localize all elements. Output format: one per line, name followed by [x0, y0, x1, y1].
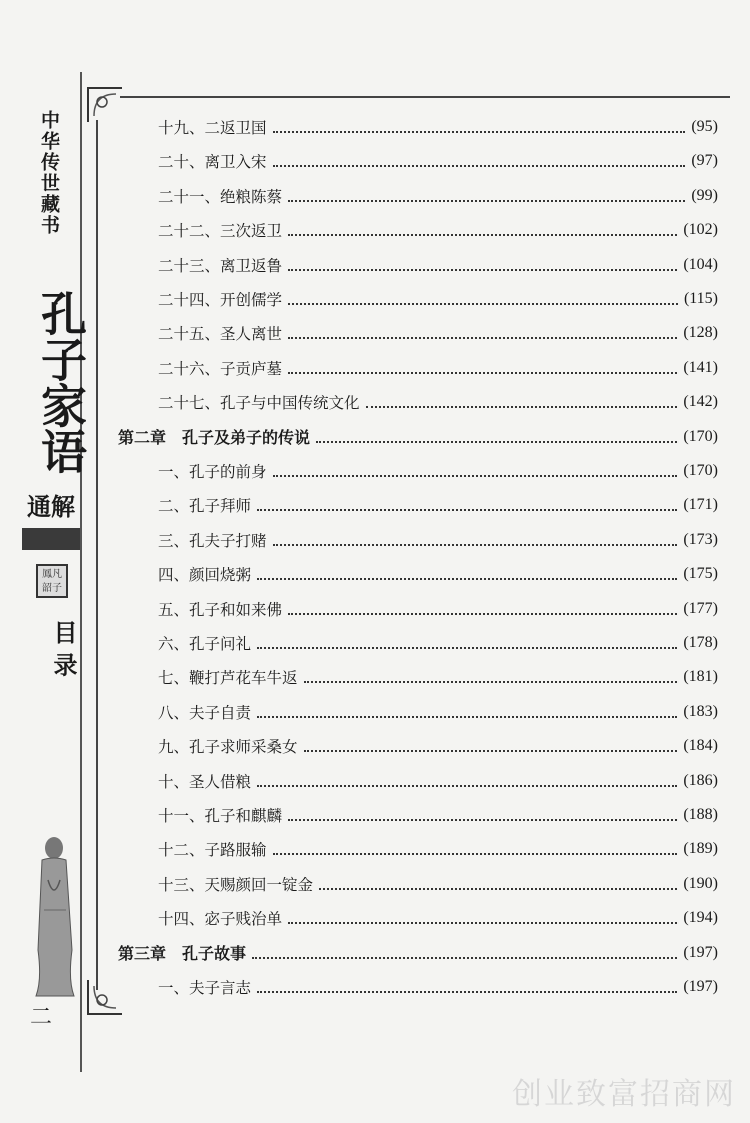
- dot-leader: [257, 647, 677, 649]
- toc-entry-row[interactable]: [158, 697, 718, 727]
- toc-page-number: (141): [683, 358, 718, 376]
- toc-entry-label: 二十一、绝粮陈蔡: [158, 187, 283, 206]
- toc-entry-row[interactable]: [158, 972, 718, 1002]
- toc-page-number: (104): [683, 255, 718, 273]
- toc-entry-row[interactable]: [158, 456, 718, 486]
- toc-entry-row[interactable]: [158, 490, 718, 520]
- dot-leader: [288, 819, 677, 821]
- frame-top-border: [120, 96, 730, 98]
- toc-entry-label: 一、夫子言志: [158, 979, 252, 997]
- page-number: 二: [30, 1005, 53, 1030]
- toc-entry-row[interactable]: [158, 594, 718, 624]
- toc-page-number: (197): [683, 978, 718, 995]
- spine-divider: [22, 528, 80, 550]
- toc-entry-label: 十二、子路服输: [158, 841, 267, 860]
- dot-leader: [257, 785, 677, 787]
- series-title: 中华传世藏书: [38, 110, 60, 236]
- toc-entry-label: 十九、二返卫国: [158, 119, 267, 137]
- toc-page-number: (102): [683, 221, 718, 239]
- book-title: 孔子家语: [34, 290, 88, 474]
- toc-page-number: (178): [683, 634, 718, 651]
- dot-leader: [319, 888, 677, 890]
- toc-entry-label: 二、孔子拜师: [158, 497, 252, 516]
- toc-page-number: (189): [683, 840, 718, 858]
- toc-entry-label: 二十四、开创儒学: [158, 291, 283, 309]
- toc-page-number: (142): [683, 393, 718, 411]
- toc-entry-row[interactable]: [158, 525, 718, 555]
- dot-leader: [257, 509, 677, 511]
- dot-leader: [288, 922, 677, 924]
- toc-page-number: (186): [683, 771, 718, 789]
- toc-entry-row[interactable]: [158, 903, 718, 933]
- toc-page-number: (183): [683, 702, 718, 720]
- toc-page-number: (115): [683, 290, 718, 307]
- toc-entry-label: 二十六、子贡庐墓: [158, 359, 283, 378]
- toc-page-number: (184): [683, 737, 718, 755]
- toc-page-number: (95): [691, 118, 718, 135]
- toc-page-number: (171): [683, 496, 718, 514]
- section-label: 目 录: [49, 620, 78, 677]
- toc-entry-label: 七、鞭打芦花车牛返: [158, 669, 298, 688]
- toc-entry-row[interactable]: [158, 318, 718, 348]
- toc-entry-label: 四、颜回烧粥: [158, 566, 252, 585]
- toc-entry-label: 第三章 孔子故事: [118, 944, 247, 964]
- watermark: 创业致富招商网: [512, 1077, 736, 1112]
- toc-page-number: (194): [683, 909, 718, 927]
- toc-entry-row[interactable]: [158, 181, 718, 211]
- book-subtitle: 通解: [27, 492, 75, 521]
- dot-leader: [304, 750, 678, 752]
- toc-page-number: (177): [683, 599, 718, 617]
- toc-entry-row[interactable]: [158, 215, 718, 245]
- toc-entry-row[interactable]: [158, 731, 718, 761]
- toc-entry-row[interactable]: [158, 628, 718, 658]
- toc-page-number: (173): [683, 530, 718, 548]
- toc-entry-row[interactable]: [158, 387, 718, 417]
- dot-leader: [288, 613, 677, 615]
- dot-leader: [257, 716, 677, 718]
- toc-entry-row[interactable]: [158, 353, 718, 383]
- toc-entry-row[interactable]: [158, 284, 718, 314]
- dot-leader: [273, 475, 678, 477]
- dot-leader: [273, 165, 686, 167]
- toc-page-number: (190): [683, 874, 718, 892]
- frame-left-border: [96, 120, 98, 990]
- dot-leader: [288, 234, 677, 236]
- toc-entry-label: 九、孔子求师采桑女: [158, 738, 298, 757]
- toc-entry-row[interactable]: [158, 250, 718, 280]
- dot-leader: [273, 544, 678, 546]
- toc-page-number: (99): [691, 186, 718, 204]
- dot-leader: [288, 200, 685, 202]
- toc-entry-row[interactable]: [158, 559, 718, 589]
- toc-entry-label: 二十二、三次返卫: [158, 222, 283, 241]
- confucius-figure-icon: [30, 830, 80, 1000]
- seal-stamp: 鳳凡 韶子: [36, 564, 68, 598]
- dot-leader: [288, 303, 678, 305]
- dot-leader: [252, 957, 677, 959]
- dot-leader: [273, 131, 686, 133]
- toc-entry-label: 二十七、孔子与中国传统文化: [158, 394, 360, 413]
- toc-page-number: (97): [691, 152, 718, 170]
- dot-leader: [273, 853, 678, 855]
- toc-entry-label: 二十三、离卫返鲁: [158, 256, 283, 275]
- toc-entry-label: 十四、宓子贱治单: [158, 910, 283, 929]
- dot-leader: [304, 681, 678, 683]
- corner-ornament-icon: [84, 978, 124, 1018]
- toc-entry-label: 二十五、圣人离世: [158, 325, 283, 344]
- toc-page-number: (170): [683, 462, 718, 479]
- toc-entry-row[interactable]: [158, 662, 718, 692]
- dot-leader: [316, 441, 677, 443]
- toc-entry-label: 十、圣人借粮: [158, 772, 252, 791]
- toc-entry-label: 六、孔子问礼: [158, 635, 252, 653]
- toc-entry-row[interactable]: [158, 834, 718, 864]
- toc-page-number: (170): [683, 427, 718, 445]
- toc-entry-row[interactable]: [158, 869, 718, 899]
- toc-entry-label: 二十、离卫入宋: [158, 153, 267, 172]
- toc-chapter-row[interactable]: [118, 422, 718, 452]
- toc-entry-label: 五、孔子和如来佛: [158, 600, 283, 619]
- toc-page-number: (128): [683, 324, 718, 342]
- toc-page-number: (181): [683, 668, 718, 686]
- toc-entry-label: 十一、孔子和麒麟: [158, 807, 283, 825]
- toc-entry-label: 八、夫子自责: [158, 703, 252, 722]
- toc-entry-row[interactable]: [158, 800, 718, 830]
- dot-leader: [288, 372, 677, 374]
- toc-page-number: (175): [683, 565, 718, 583]
- toc-entry-label: 十三、天赐颜回一锭金: [158, 875, 314, 894]
- toc-page-number: (197): [683, 943, 718, 961]
- toc-chapter-row[interactable]: [118, 938, 718, 968]
- dot-leader: [288, 337, 677, 339]
- corner-ornament-icon: [84, 84, 124, 124]
- toc-page-number: (188): [683, 806, 718, 823]
- toc-entry-label: 三、孔夫子打赌: [158, 531, 267, 550]
- dot-leader: [257, 578, 677, 580]
- dot-leader: [288, 269, 677, 271]
- toc-entry-row[interactable]: [158, 112, 718, 142]
- toc-entry-label: 一、孔子的前身: [158, 463, 267, 481]
- dot-leader: [257, 991, 677, 993]
- toc-entry-label: 第二章 孔子及弟子的传说: [118, 428, 311, 448]
- toc-entry-row[interactable]: [158, 146, 718, 176]
- toc-entry-row[interactable]: [158, 766, 718, 796]
- dot-leader: [366, 406, 678, 408]
